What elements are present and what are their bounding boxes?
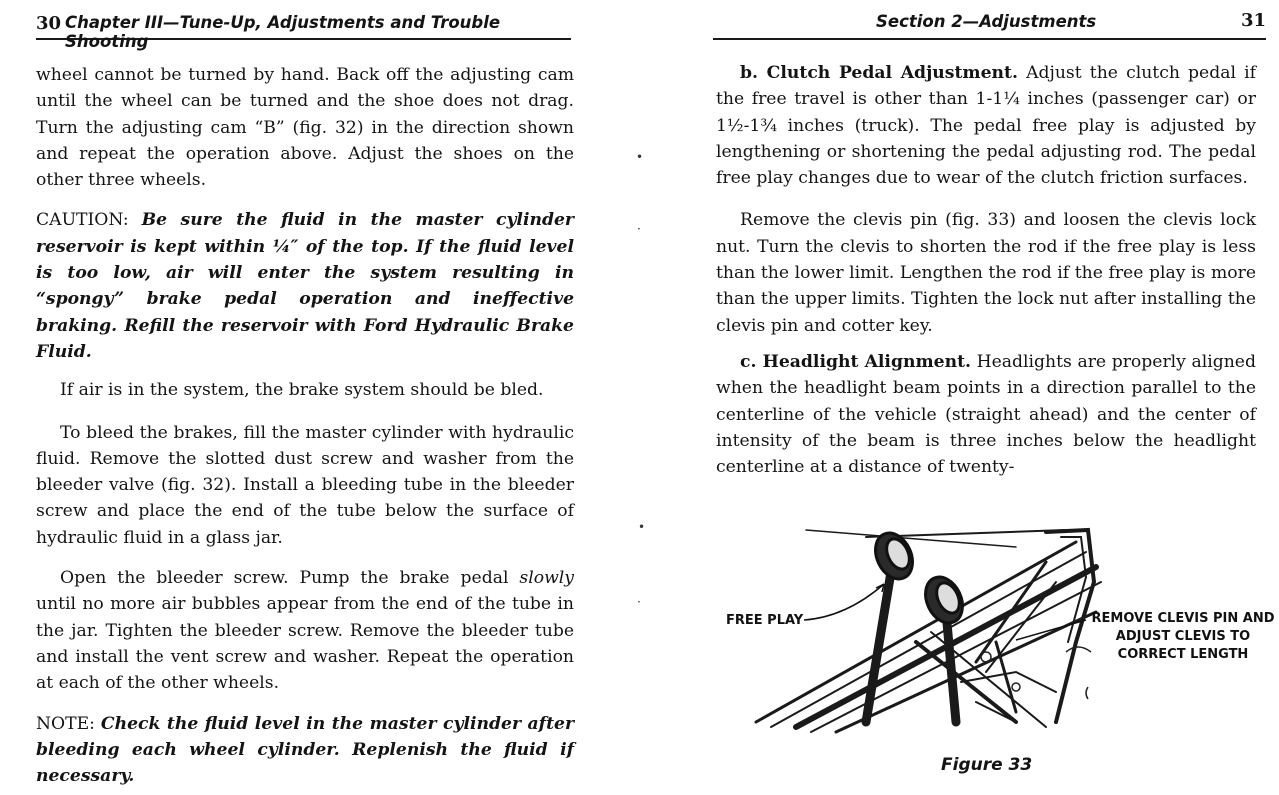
- right-page-number: 31: [1240, 10, 1266, 31]
- note-paragraph: [36, 711, 574, 790]
- headlight-heading: c. Headlight Alignment.: [740, 351, 972, 372]
- paragraph-open-bleeder: [36, 565, 574, 696]
- caution-label: CAUTION:: [36, 210, 129, 231]
- clutch-pedal-heading: b. Clutch Pedal Adjustment.: [740, 63, 1018, 83]
- gutter-speck: ·: [637, 222, 641, 236]
- left-page-number: 30: [36, 13, 62, 34]
- right-page-header: [713, 8, 1266, 40]
- left-page-header: [36, 8, 571, 51]
- paragraph-air-in-system: If air is in the system, the brake system should be bled.: [60, 380, 544, 401]
- paragraph-wheel-adjust: wheel cannot be turned by hand. Back off the adjusting cam until the wheel can be turned and the shoe does not drag. Turn the adjusting cam “B” (fig. 32) in the direction shown and repeat the operation above. Adjust the shoes on the other three wheels.: [36, 65, 574, 191]
- gutter-speck: •: [636, 150, 644, 164]
- free-play-label: FREE PLAY: [726, 613, 804, 628]
- clevis-callout-line-2: ADJUST CLEVIS TO: [1115, 629, 1251, 644]
- headlight-paragraph: [716, 349, 1256, 480]
- caution-text: Be sure the fluid in the master cylinder reservoir is kept within ¼″ of the top. If the fluid level is too low, air will enter the system resulting in “spongy” brake pedal operation and ineffective braking. Refill the reservoir with Ford Hydraulic Brake Fluid.: [36, 210, 574, 362]
- right-page-body: [716, 60, 1256, 480]
- note-text: Check the fluid level in the master cylinder after bleeding each wheel cylinder. Replenish the fluid if necessary.: [36, 713, 574, 787]
- left-page-header-title: Chapter III—Tune-Up, Adjustments and Trouble Shooting: [65, 13, 501, 51]
- clevis-callout-line-3: CORRECT LENGTH: [1117, 647, 1249, 662]
- clevis-callout-line-1: REMOVE CLEVIS PIN AND: [1091, 611, 1275, 626]
- caution-paragraph: [36, 207, 574, 365]
- gutter-speck: ·: [637, 595, 641, 609]
- figure-caption: Figure 33: [941, 755, 1033, 775]
- gutter-speck: •: [638, 520, 646, 534]
- bleeder-text-start: Open the bleeder screw. Pump the brake pedal: [60, 568, 509, 589]
- right-page-header-title: Section 2—Adjustments: [876, 12, 1097, 31]
- clutch-pedal-paragraph: [716, 60, 1256, 191]
- note-label: NOTE:: [36, 713, 95, 734]
- headlight-text: Headlights are properly aligned when the headlight beam points in a direction parallel to the centerline of the vehicle (straight ahead) and the center of intensity of the beam is three inches below the headlight centerline at a distance of twenty-: [716, 351, 1256, 478]
- clevis-callout-label: [1088, 610, 1278, 664]
- bleeder-text-emphasis: slowly: [519, 568, 575, 589]
- left-page-body: [36, 62, 574, 789]
- clutch-pedal-text: Adjust the clutch pedal if the free travel is other than 1-1¼ inches (passenger car) or 1½-1¾ inches (truck). The pedal free play is adjusted by lengthening or shortening the pedal adjusting rod. The pedal free play changes due to wear of the clutch friction surfaces.: [716, 63, 1256, 189]
- clevis-paragraph: Remove the clevis pin (fig. 33) and loosen the clevis lock nut. Turn the clevis to shorten the rod if the free play is less than the lower limit. Lengthen the rod if the free play is more than the upper limits. Tighten the lock nut after installing the clevis pin and cotter key.: [716, 210, 1256, 336]
- paragraph-bleed-brakes: To bleed the brakes, fill the master cylinder with hydraulic fluid. Remove the slotted dust screw and washer from the bleeder valve (fig. 32). Install a bleeding tube in the bleeder screw and place the end of the tube below the surface of hydraulic fluid in a glass jar.: [36, 422, 574, 548]
- bleeder-text-end: until no more air bubbles appear from the end of the tube in the jar. Tighten the bleeder screw. Remove the bleeder tube and install the vent screw and washer. Repeat the operation at each of the other wheels.: [36, 594, 574, 694]
